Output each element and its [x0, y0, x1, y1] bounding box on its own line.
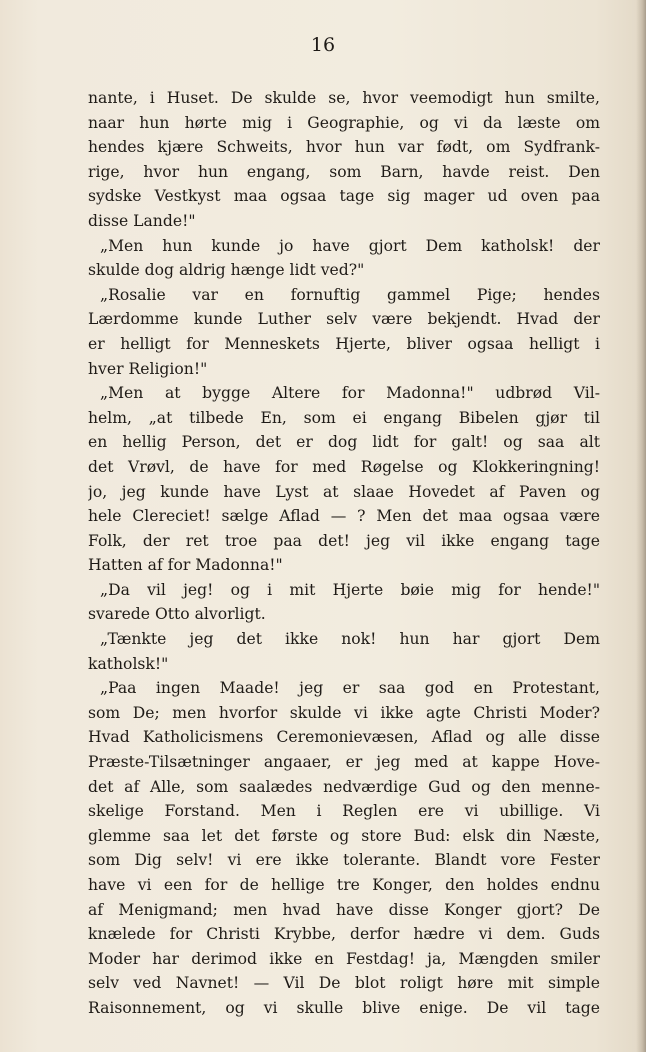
text-line: som De; men hvorfor skulde vi ikke agte Christi Moder? [88, 703, 600, 722]
text-line: helm, „at tilbede En, som ei engang Bibelen gjør til [88, 408, 600, 427]
text-line: skelige Forstand. Men i Reglen ere vi ubillige. Vi [88, 802, 600, 821]
text-line: „Da vil jeg! og i mit Hjerte bøie mig for hende!" [100, 580, 600, 599]
text-line: sydske Vestkyst maa ogsaa tage sig mager ud oven paa [88, 187, 600, 206]
text-line: det af Alle, som saalædes nedværdige Gud og den menne- [88, 777, 600, 796]
text-line: Hatten af for Madonna!" [88, 556, 283, 575]
text-line: have vi een for de hellige tre Konger, den holdes endnu [88, 876, 600, 894]
text-line: Præste-Tilsætninger angaaer, er jeg med at kappe Hove- [88, 753, 600, 772]
page-number: 16 [310, 34, 336, 56]
text-line: rige, hvor hun engang, som Barn, havde reist. Den [88, 162, 600, 181]
text-line: glemme saa let det første og store Bud: elsk din Næste, [88, 826, 600, 845]
text-line: „Paa ingen Maade! jeg er saa god en Protestant, [100, 679, 600, 698]
body-text [88, 86, 600, 1021]
text-line: „Men hun kunde jo have gjort Dem katholsk! der [100, 236, 600, 255]
text-line: Hvad Katholicismens Ceremonievæsen, Aflad og alle disse [88, 728, 600, 747]
text-line: Lærdomme kunde Luther selv være bekjendt. Hvad der [88, 310, 600, 329]
text-line: disse Lande!" [88, 211, 196, 230]
page-spine-shadow [636, 0, 646, 1052]
text-line: Folk, der ret troe paa det! jeg vil ikke engang tage [88, 531, 600, 550]
text-line: „Tænkte jeg det ikke nok! hun har gjort Dem [100, 630, 600, 649]
text-line: selv ved Navnet! — Vil De blot roligt høre mit simple [88, 974, 600, 993]
text-line: det Vrøvl, de have for med Røgelse og Klokkeringning! [88, 457, 600, 476]
text-line: nante, i Huset. De skulde se, hvor veemodigt hun smilte, [88, 89, 600, 107]
text-line: Raisonnement, og vi skulle blive enige. De vil tage [88, 998, 600, 1017]
text-line: en hellig Person, det er dog lidt for galt! og saa alt [88, 433, 600, 452]
text-line: som Dig selv! vi ere ikke tolerante. Blandt vore Fester [88, 851, 600, 870]
text-line: hver Religion!" [88, 359, 208, 378]
text-line: af Menigmand; men hvad have disse Konger gjort? De [88, 900, 600, 919]
text-line: „Rosalie var en fornuftig gammel Pige; hendes [100, 285, 600, 304]
text-line: jo, jeg kunde have Lyst at slaae Hovedet af Paven og [88, 482, 600, 501]
text-line: hendes kjære Schweits, hvor hun var født, om Sydfrank- [88, 138, 600, 157]
text-line: hele Clereciet! sælge Aflad — ? Men det maa ogsaa være [88, 507, 600, 526]
text-line: er helligt for Menneskets Hjerte, bliver ogsaa helligt i [88, 334, 600, 353]
text-line: skulde dog aldrig hænge lidt ved?" [88, 261, 365, 280]
text-line: „Men at bygge Altere for Madonna!" udbrød Vil- [100, 384, 600, 403]
text-line: knælede for Christi Krybbe, derfor hædre vi dem. Guds [88, 925, 600, 944]
text-line: katholsk!" [88, 654, 169, 673]
text-line: naar hun hørte mig i Geographie, og vi da læste om [88, 113, 600, 132]
text-line: Moder har derimod ikke en Festdag! ja, Mængden smiler [88, 949, 600, 968]
text-line: svarede Otto alvorligt. [88, 605, 266, 624]
